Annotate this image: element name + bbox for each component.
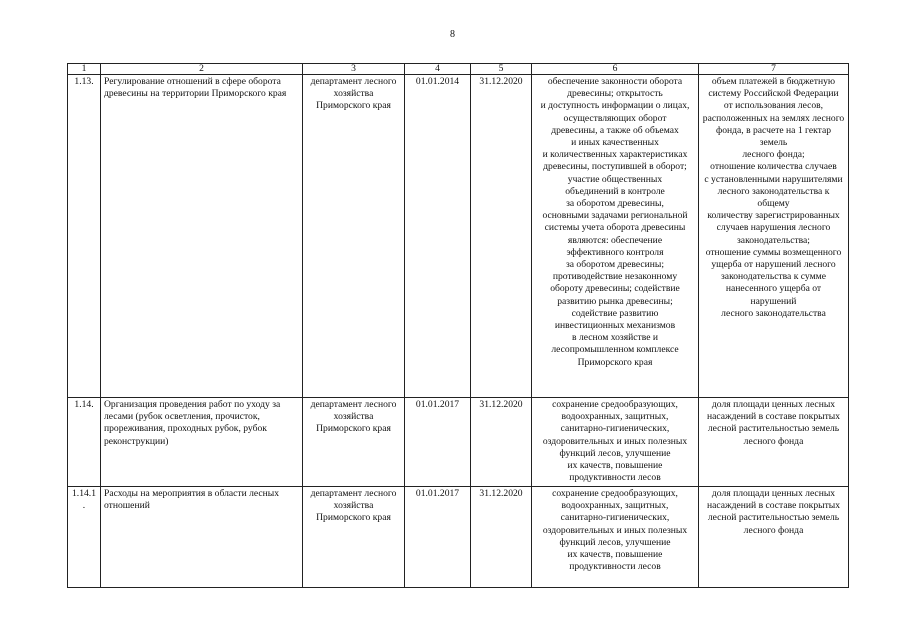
row-number: 1.13.: [68, 75, 101, 398]
table-row: [68, 487, 849, 588]
expected-result: обеспечение законности оборота древесины; открытость и доступность информации о лицах, осуществляющих оборот древесины, а также об объемах и иных качественных и количественных характеристиках древесины, поступившей в оборот; участие общественных объединений в контроле за оборотом древесины, основными задачами региональной системы учета оборота древесины являются: обеспечение эффективного контроля за оборотом древесины; противодействие незаконному обороту древесины; содействие развитию рынка древесины; содействие развитию инвестиционных механизмов в лесном хозяйстве и лесопромышленном комплексе Приморского края: [532, 75, 699, 398]
indicator-cell: объем платежей в бюджетную систему Российской Федерации от использования лесов, расположенных на землях лесного фонда, в расчете на 1 гектар земель лесного фонда; отношение количества случаев с установленными нарушителями лесного законодательства к общему количеству зарегистрированных случаев нарушения лесного законодательства; отношение суммы возмещенного ущерба от нарушений лесного законодательства к сумме нанесенного ущерба от нарушений лесного законодательства: [699, 75, 849, 398]
header-cell: 7: [699, 64, 849, 75]
start-date: 01.01.2017: [405, 398, 471, 487]
activity-title: Расходы на мероприятия в области лесных отношений: [101, 487, 303, 588]
indicator-cell: доля площади ценных лесных насаждений в составе покрытых лесной растительностью земель лесного фонда: [699, 487, 849, 588]
start-date: 01.01.2017: [405, 487, 471, 588]
expected-result: сохранение средообразующих, водоохранных, защитных, санитарно-гигиенических, оздоровительных и иных полезных функций лесов, улучшение их качеств, повышение продуктивности лесов: [532, 398, 699, 487]
start-date: 01.01.2014: [405, 75, 471, 398]
executor-cell: департамент лесного хозяйства Приморского края: [303, 487, 405, 588]
page-number: 8: [450, 29, 455, 40]
executor-cell: департамент лесного хозяйства Приморского края: [303, 75, 405, 398]
header-cell: 5: [471, 64, 532, 75]
end-date: 31.12.2020: [471, 75, 532, 398]
activity-title: Организация проведения работ по уходу за лесами (рубок осветления, прочисток, прореживания, проходных рубок, рубок реконструкции): [101, 398, 303, 487]
end-date: 31.12.2020: [471, 487, 532, 588]
row-number: 1.14.1.: [68, 487, 101, 588]
table-row: [68, 75, 849, 398]
header-cell: 4: [405, 64, 471, 75]
header-cell: 6: [532, 64, 699, 75]
table-header-row: [68, 64, 849, 75]
program-table: [67, 63, 849, 588]
header-cell: 2: [101, 64, 303, 75]
activity-title: Регулирование отношений в сфере оборота древесины на территории Приморского края: [101, 75, 303, 398]
executor-cell: департамент лесного хозяйства Приморского края: [303, 398, 405, 487]
table-row: [68, 398, 849, 487]
header-cell: 1: [68, 64, 101, 75]
end-date: 31.12.2020: [471, 398, 532, 487]
row-number: 1.14.: [68, 398, 101, 487]
header-cell: 3: [303, 64, 405, 75]
indicator-cell: доля площади ценных лесных насаждений в составе покрытых лесной растительностью земель лесного фонда: [699, 398, 849, 487]
expected-result: сохранение средообразующих, водоохранных, защитных, санитарно-гигиенических, оздоровительных и иных полезных функций лесов, улучшение их качеств, повышение продуктивности лесов: [532, 487, 699, 588]
